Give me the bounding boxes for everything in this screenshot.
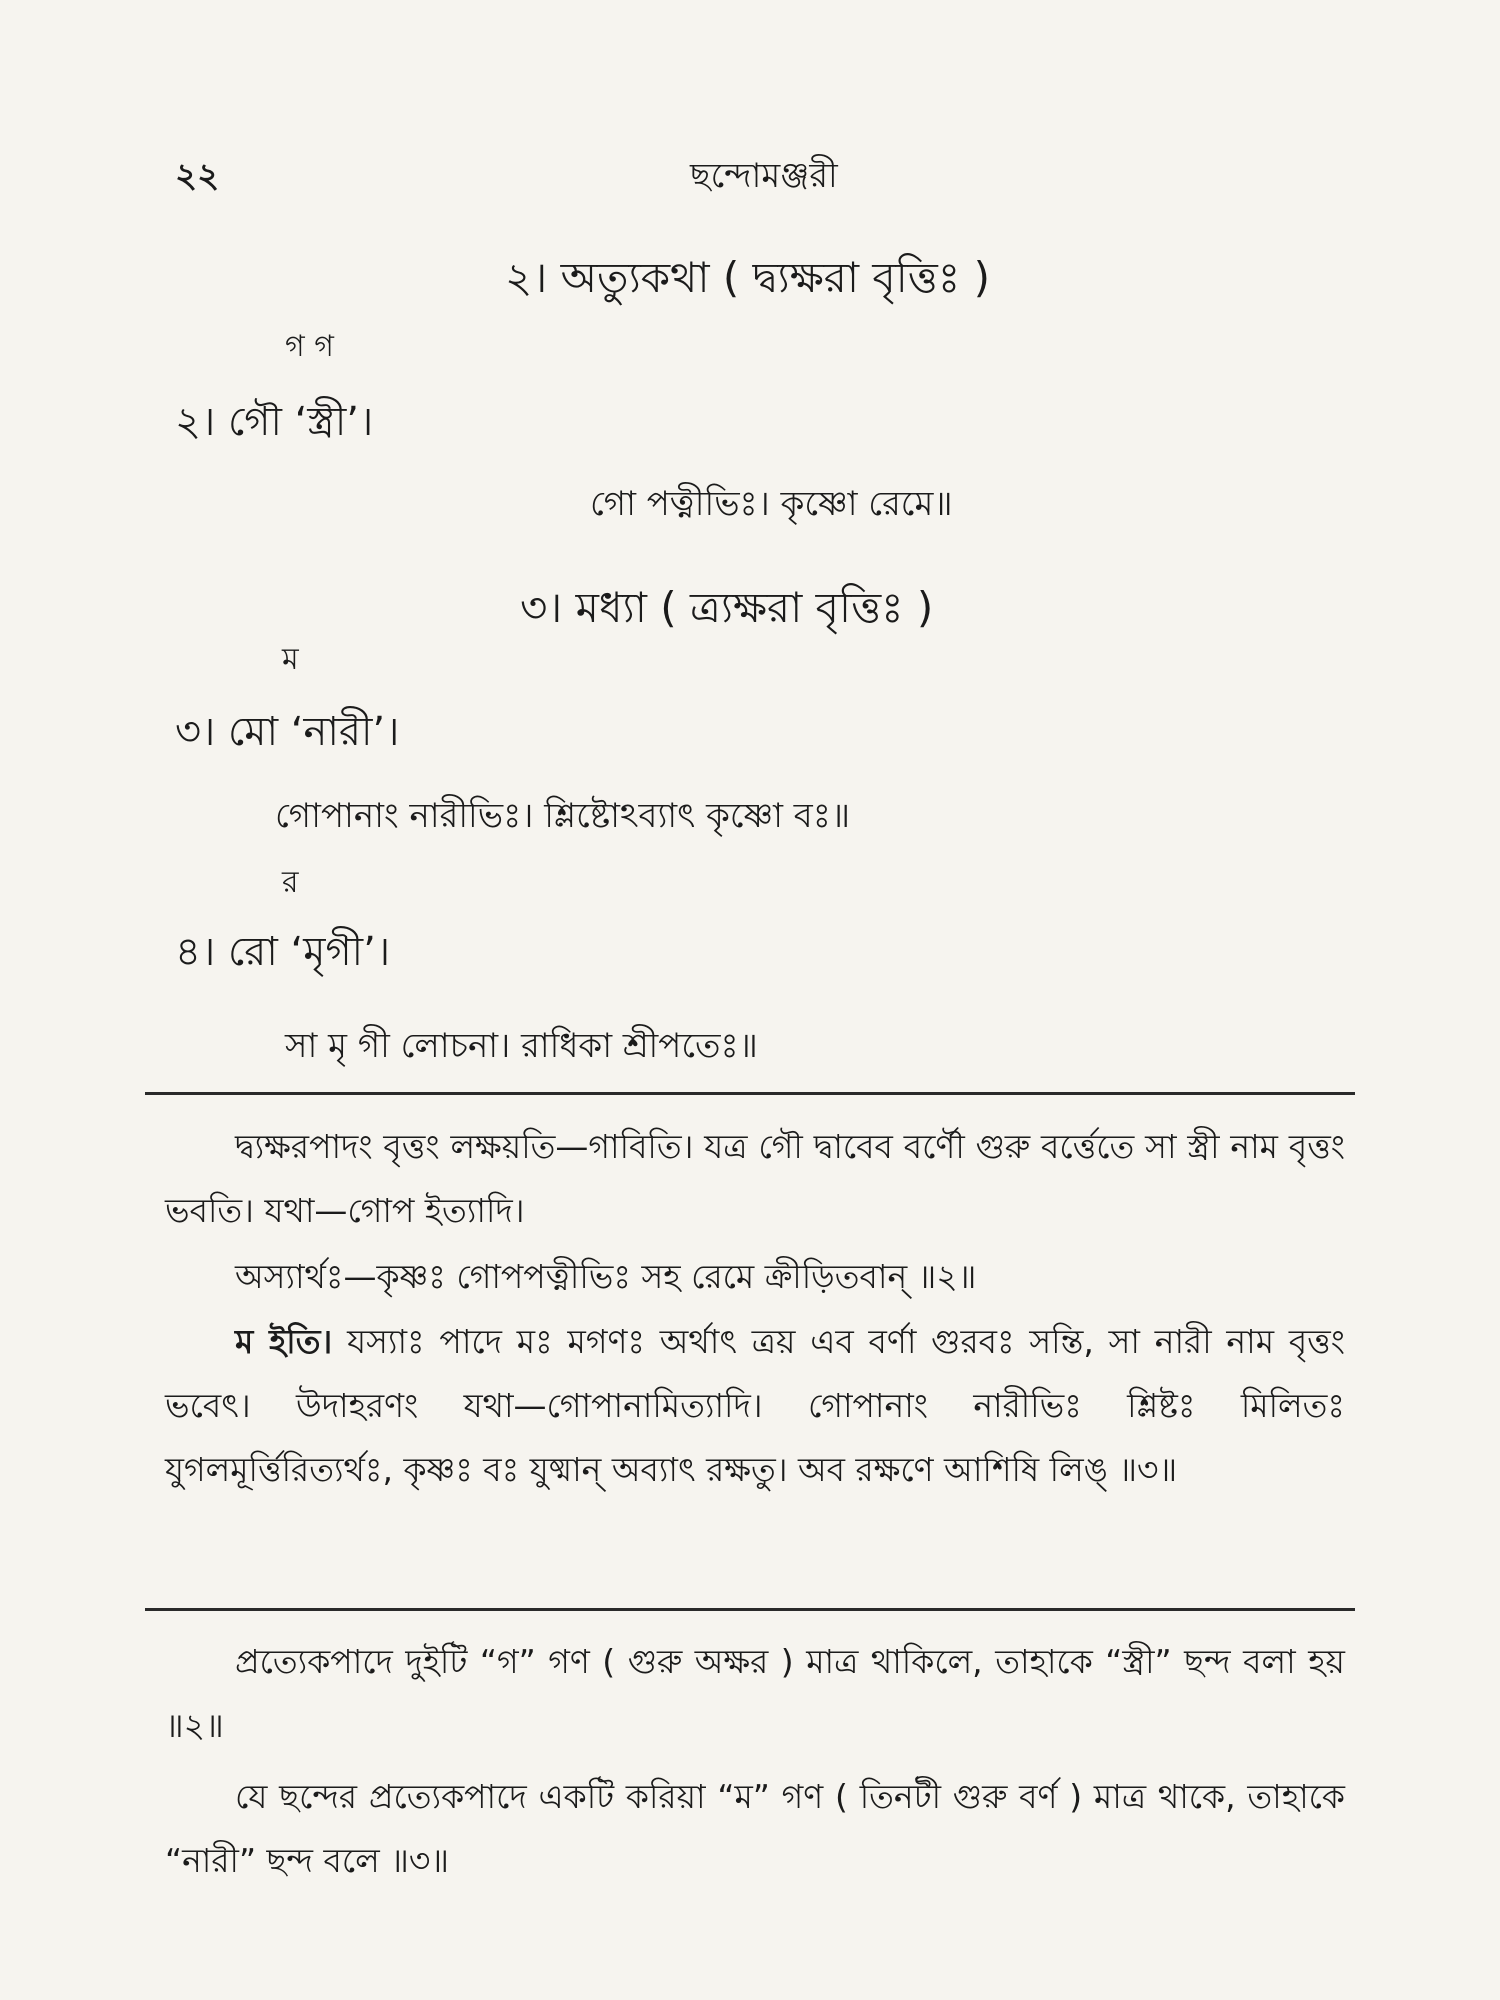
- commentary-lead: ম ইতি।: [235, 1322, 333, 1361]
- section-2-rule: ২। গৌ ‘স্ত্রী’।: [175, 399, 374, 445]
- section-3-rule: ৩। মো ‘নারী’।: [175, 709, 400, 755]
- section-2-example: গো পত্নীভিঃ। কৃষ্ণো রেমে॥: [590, 484, 953, 524]
- section-3-example: গোপানাং নারীভিঃ। শ্লিষ্টোঽব্যাৎ কৃষ্ণো বঃ॥: [275, 796, 851, 836]
- page-number: ২২: [175, 156, 220, 196]
- commentary-para-2: [165, 1245, 1345, 1309]
- translation-para-2: [165, 1765, 1345, 1893]
- section-2-scansion: গ গ: [285, 329, 334, 364]
- commentary-text: যস্যাঃ পাদে মঃ মগণঃ অর্থাৎ ত্রয় এব বর্ণা গুরবঃ সন্তি, সা নারী নাম বৃত্তং ভবেৎ। উদাহরণং যথা—গোপানামিত্যাদি। গোপানাং নারীভিঃ শ্লিষ্টঃ মিলিতঃ যুগলমূর্ত্তিরিত্যর্থঃ, কৃষ্ণঃ বঃ যুষ্মান্ অব্যাৎ রক্ষতু। অব রক্ষণে আশিষি লিঙ্ ॥৩॥: [165, 1322, 1345, 1489]
- divider-rule: [145, 1608, 1355, 1611]
- section-4-scansion: র: [282, 865, 299, 900]
- commentary-para-3: [165, 1310, 1345, 1502]
- translation-text: প্রত্যেকপাদে দুইটি “গ” গণ ( গুরু অক্ষর ) মাত্র থাকিলে, তাহাকে “স্ত্রী” ছন্দ বলা হয় ॥২॥: [165, 1642, 1345, 1745]
- commentary-text: দ্ব্যক্ষরপাদং বৃত্তং লক্ষয়তি—গাবিতি। যত্র গৌ দ্বাবেব বর্ণৌ গুরু বর্ত্তেতে সা স্ত্রী নাম বৃত্তং ভবতি। যথা—গোপ ইত্যাদি।: [165, 1127, 1345, 1230]
- translation-text: যে ছন্দের প্রত্যেকপাদে একটি করিয়া “ম” গণ ( তিনটী গুরু বর্ণ ) মাত্র থাকে, তাহাকে “নারী” ছন্দ বলে ॥৩॥: [165, 1777, 1345, 1880]
- divider-rule: [145, 1092, 1355, 1095]
- section-4-example: সা মৃ গী লোচনা। রাধিকা শ্রীপতেঃ॥: [285, 1026, 758, 1066]
- running-title: ছন্দোমঞ্জরী: [690, 156, 838, 196]
- section-3-heading: ৩। মধ্যা ( ত্র্যক্ষরা বৃত্তিঃ ): [520, 583, 934, 632]
- section-2-heading: ২। অত্যুকথা ( দ্ব্যক্ষরা বৃত্তিঃ ): [505, 253, 990, 302]
- section-3-scansion: ম: [282, 642, 299, 677]
- section-4-rule: ৪। রো ‘মৃগী’।: [175, 929, 391, 975]
- commentary-para-1: [165, 1115, 1345, 1243]
- translation-para-1: [165, 1630, 1345, 1758]
- commentary-text: অস্যার্থঃ—কৃষ্ণঃ গোপপত্নীভিঃ সহ রেমে ক্রীড়িতবান্ ॥২॥: [235, 1257, 977, 1296]
